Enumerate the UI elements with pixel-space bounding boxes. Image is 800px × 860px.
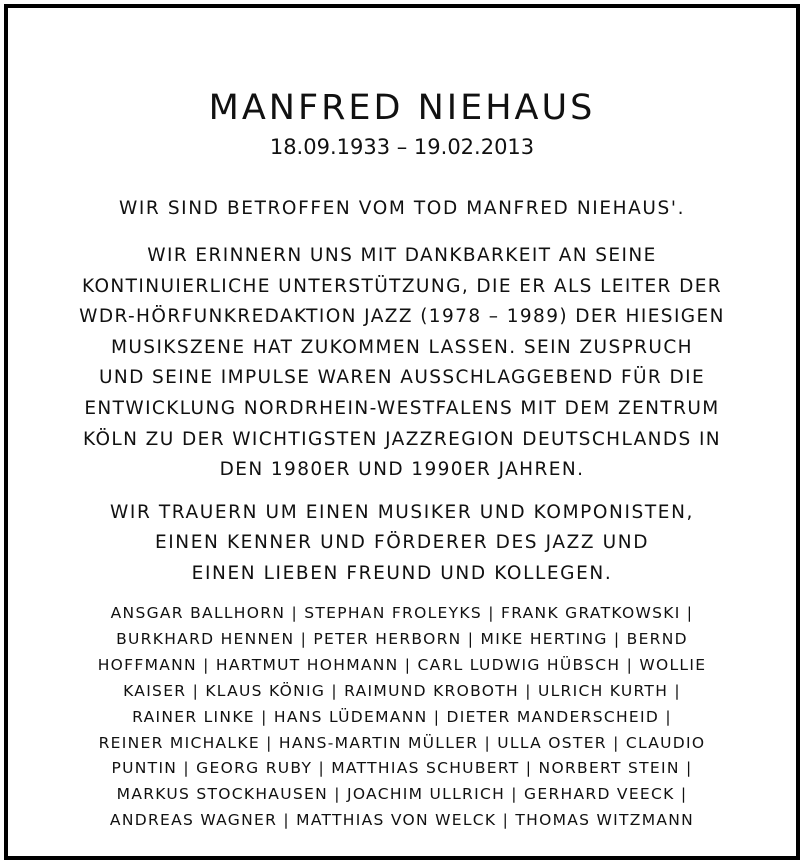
- signatories-line: PUNTIN | GEORG RUBY | MATTHIAS SCHUBERT | NORBERT STEIN |: [111, 759, 693, 778]
- text-line: WIR SIND BETROFFEN VOM TOD MANFRED NIEHAUS'.: [118, 198, 686, 219]
- deceased-name: MANFRED NIEHAUS: [208, 88, 596, 128]
- signatories-line: HOFFMANN | HARTMUT HOHMANN | CARL LUDWIG HÜBSCH | WOLLIE: [97, 655, 707, 674]
- text-line: MUSIKSZENE HAT ZUKOMMEN LASSEN. SEIN ZUSPRUCH: [111, 336, 693, 358]
- life-dates: 18.09.1933 – 19.02.2013: [269, 135, 535, 159]
- text-line: WDR-HÖRFUNKREDAKTION JAZZ (1978 – 1989) DER HIESIGEN: [79, 306, 725, 328]
- obituary-notice: [8, 8, 796, 856]
- signatories-line: ANSGAR BALLHORN | STEPHAN FROLEYKS | FRANK GRATKOWSKI |: [110, 604, 694, 622]
- tribute-paragraph: [8, 241, 796, 486]
- mourning-paragraph: [8, 498, 796, 589]
- signatories-line: REINER MICHALKE | HANS-MARTIN MÜLLER | ULLA OSTER | CLAUDIO: [98, 733, 706, 752]
- signatories-line: RAINER LINKE | HANS LÜDEMANN | DIETER MANDERSCHEID |: [132, 707, 672, 726]
- signatories-list: [8, 601, 796, 834]
- text-line: WIR ERINNERN UNS MIT DANKBARKEIT AN SEINE: [147, 245, 657, 266]
- text-line: WIR TRAUERN UM EINEN MUSIKER UND KOMPONISTEN,: [110, 502, 694, 523]
- signatories-line: MARKUS STOCKHAUSEN | JOACHIM ULLRICH | GERHARD VEECK |: [116, 785, 688, 804]
- signatories-line: ANDREAS WAGNER | MATTHIAS VON WELCK | THOMAS WITZMANN: [109, 811, 695, 830]
- text-line: KÖLN ZU DER WICHTIGSTEN JAZZREGION DEUTSCHLANDS IN: [82, 428, 722, 450]
- signatories-line: KAISER | KLAUS KÖNIG | RAIMUND KROBOTH | ULRICH KURTH |: [123, 681, 681, 700]
- text-line: EINEN KENNER UND FÖRDERER DES JAZZ UND: [154, 532, 650, 554]
- condolence-paragraph: [8, 196, 796, 222]
- text-line: KONTINUIERLICHE UNTERSTÜTZUNG, DIE ER ALS LEITER DER: [81, 275, 723, 297]
- text-line: DEN 1980ER UND 1990ER JAHREN.: [219, 459, 585, 481]
- notice-border: [4, 4, 800, 860]
- text-line: EINEN LIEBEN FREUND UND KOLLEGEN.: [191, 562, 613, 584]
- text-line: UND SEINE IMPULSE WAREN AUSSCHLAGGEBEND FÜR DIE: [98, 367, 706, 389]
- signatories-line: BURKHARD HENNEN | PETER HERBORN | MIKE HERTING | BERND: [116, 629, 688, 648]
- text-line: ENTWICKLUNG NORDRHEIN-WESTFALENS MIT DEM ZENTRUM: [84, 397, 720, 419]
